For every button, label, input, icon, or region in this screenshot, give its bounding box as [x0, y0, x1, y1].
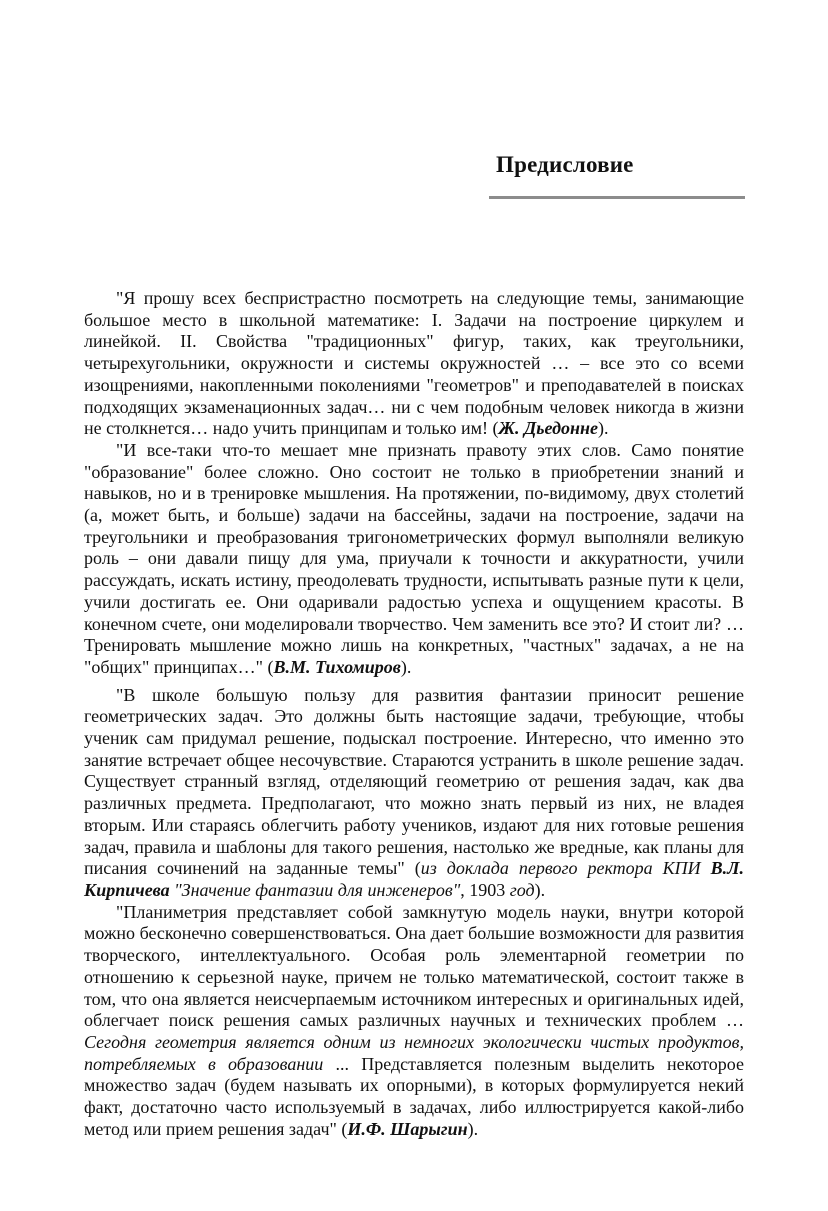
quote-sharygin	[84, 902, 744, 1141]
quote-source-prefix: из доклада первого ректора КПИ	[420, 858, 711, 879]
quote-end: ).	[534, 879, 546, 900]
quote-end: ).	[400, 656, 412, 677]
preface-body	[84, 288, 744, 1140]
quote-end: ).	[597, 418, 609, 439]
page-title: Предисловие	[496, 152, 634, 177]
quote-kirpichev	[84, 685, 744, 902]
quote-author: В.М. Тихомиров	[273, 656, 401, 677]
title-underline	[489, 196, 745, 199]
quote-end: ).	[467, 1118, 479, 1139]
quote-source-title: "Значение фантазии для инженеров"	[169, 879, 461, 900]
quote-text-after: ... Представляется полезным выделить некоторое множество задач (будем называть их опорными), в которых формулируется некий факт, достаточно часто используемый в задачах, либо иллюстрируется какой-либо метод или прием решения задач" (	[84, 1053, 744, 1139]
quote-dieudonne	[84, 288, 744, 440]
quote-text: "И все-таки что-то мешает мне признать правоту этих слов. Само понятие "образование" более сложно. Оно состоит не только в приобретении знаний и навыков, но и в тренировке мышления. На протяжении, по-видимому, двух столетий (а, может быть, и больше) задачи на бассейны, задачи на построение, задачи на треугольники и преобразования тригонометрических формул выполняли великую роль – они давали пищу для ума, приучали к точности и аккуратности, учили рассуждать, искать истину, преодолевать трудности, испытывать разные пути к цели, учили достигать ее. Они одаривали радостью успеха и ощущением красоты. В конечном счете, они моделировали творчество. Чем заменить все это? И стоит ли? … Тренировать мышление можно лишь на конкретных, "частных" задачах, а не на "общих" принципах…" (	[84, 439, 744, 677]
quote-author: И.Ф. Шарыгин	[347, 1118, 468, 1139]
quote-year-word: год	[509, 879, 535, 900]
quote-year: , 1903	[460, 879, 510, 900]
quote-text: "Планиметрия представляет собой замкнутую модель науки, внутри которой можно бесконечно совершенствоваться. Она дает большие возможности для развития творческого, интеллектуального. Особая роль элементарной геометрии по отношению к серьезной науке, причем не только математической, состоит также в том, что она является неисчерпаемым источником интересных и оригинальных идей, облегчает поиск решения самых различных научных и технических проблем …	[84, 901, 744, 1031]
quote-tikhomirov	[84, 440, 744, 679]
quote-italic: Сегодня геометрия является одним из немногих экологически чистых продуктов, потребляемых в образовании	[84, 1031, 744, 1074]
quote-text: "В школе большую пользу для развития фантазии приносит решение геометрических задач. Это должны быть настоящие задачи, требующие, чтобы ученик сам придумал решение, подыскал построение. Интересно, что именно это занятие встречает общее несочувствие. Стараются устранить в школе решение задач. Существует странный взгляд, отделяющий геометрию от решения задач, как два различных предмета. Предполагают, что можно знать первый из них, не владея вторым. Или стараясь облегчить работу учеников, издают для них готовые решения задач, правила и шаблоны для такого решения, настолько же вредные, как планы для писания сочинений на заданные темы" (	[84, 684, 744, 879]
quote-text: "Я прошу всех беспристрастно посмотреть на следующие темы, занимающие большое место в школьной математике: I. Задачи на построение циркулем и линейкой. II. Свойства "традиционных" фигур, таких, как треугольники, четырехугольники, окружности и системы окружностей … – все это со всеми изощрениями, накопленными поколениями "геометров" и преподавателей в поисках подходящих экзаменационных задач… ни с чем подобным человек никогда в жизни не столкнется… надо учить принципам и только им! (	[84, 288, 744, 439]
quote-author: Ж. Дьедонне	[498, 418, 598, 439]
quote-author: В.Л. Кирпичева	[84, 858, 745, 900]
